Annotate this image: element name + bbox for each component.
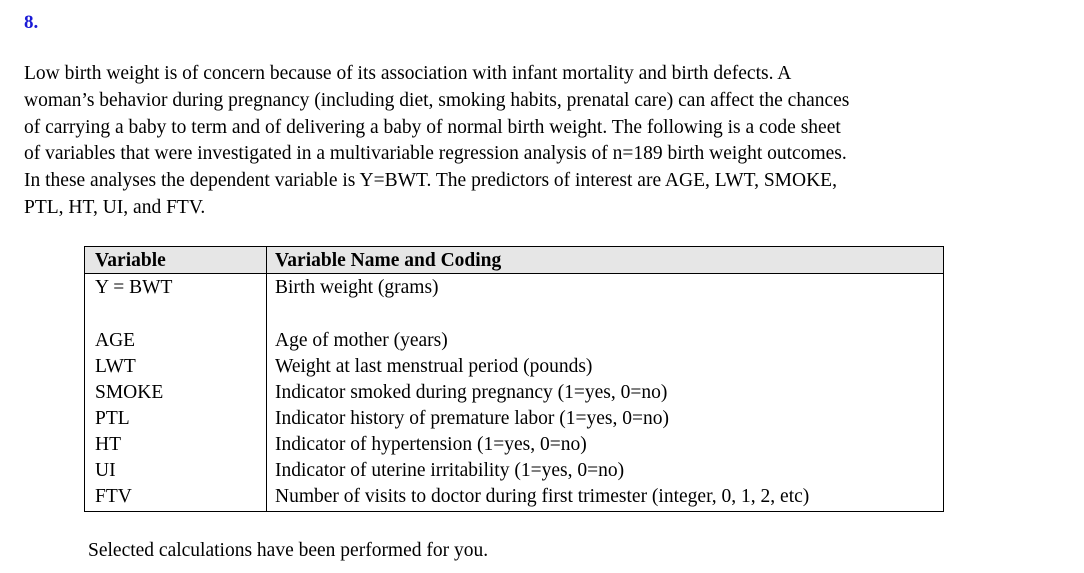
row-variable: LWT	[95, 356, 136, 377]
header-variable-name-coding: Variable Name and Coding	[275, 250, 502, 271]
row-variable: HT	[95, 434, 121, 455]
row-description: Indicator history of premature labor (1=yes, 0=no)	[275, 408, 669, 429]
intro-line: PTL, HT, UI, and FTV.	[24, 196, 206, 218]
header-variable: Variable	[95, 250, 166, 271]
row-description: Age of mother (years)	[275, 330, 448, 351]
row-description: Number of visits to doctor during first trimester (integer, 0, 1, 2, etc)	[275, 486, 810, 507]
footer-note: Selected calculations have been performed for you.	[88, 540, 489, 561]
row-description: Indicator of hypertension (1=yes, 0=no)	[275, 434, 587, 455]
row-variable: SMOKE	[95, 382, 164, 403]
intro-line: of carrying a baby to term and of delivering a baby of normal birth weight. The following is a code sheet	[24, 116, 841, 138]
question-number: 8.	[24, 12, 39, 33]
row-variable: Y = BWT	[95, 277, 173, 298]
column-divider	[266, 247, 267, 511]
table-header-row	[85, 247, 943, 274]
row-variable: AGE	[95, 330, 136, 351]
code-sheet-table	[84, 246, 944, 512]
row-description: Weight at last menstrual period (pounds)	[275, 356, 593, 377]
intro-paragraph	[24, 61, 1034, 222]
intro-line: woman’s behavior during pregnancy (including diet, smoking habits, prenatal care) can affect the chances	[24, 89, 850, 111]
intro-line: In these analyses the dependent variable is Y=BWT. The predictors of interest are AGE, LWT, SMOKE,	[24, 170, 837, 192]
intro-line: Low birth weight is of concern because of its association with infant mortality and birth defects. A	[24, 63, 792, 84]
intro-line: of variables that were investigated in a multivariable regression analysis of n=189 birth weight outcomes.	[24, 143, 847, 165]
row-description: Birth weight (grams)	[275, 277, 439, 298]
row-variable: UI	[95, 460, 116, 481]
row-variable: PTL	[95, 408, 130, 429]
row-description: Indicator smoked during pregnancy (1=yes, 0=no)	[275, 382, 668, 403]
row-variable: FTV	[95, 486, 132, 507]
row-description: Indicator of uterine irritability (1=yes, 0=no)	[275, 460, 625, 481]
